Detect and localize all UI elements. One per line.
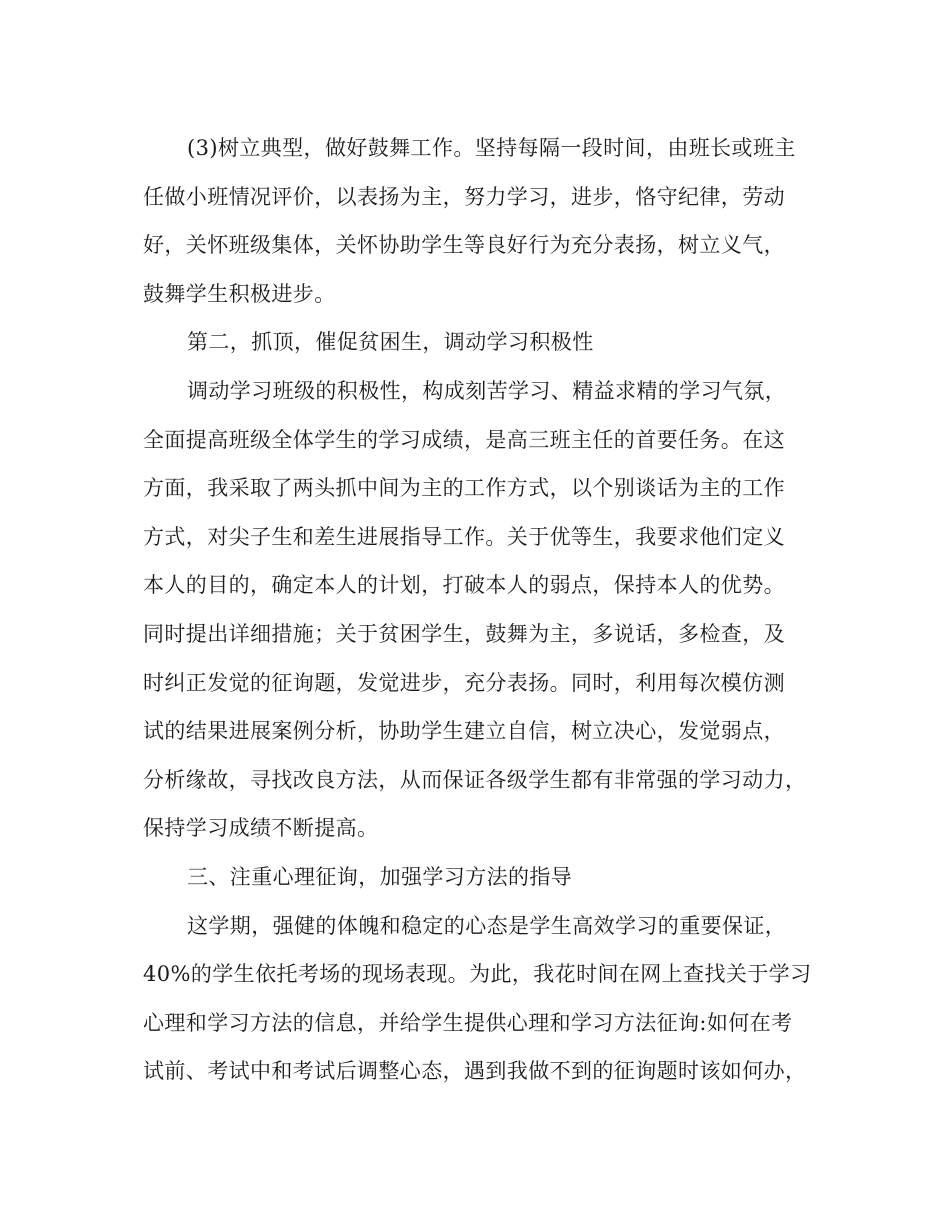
text-line: 心理和学习方法的信息，并给学生提供心理和学习方法征询:如何在考 [143, 1010, 793, 1035]
text-line: 保持学习成绩不断提高。 [143, 816, 379, 841]
text-line: 分析缘故，寻找改良方法，从而保证各级学生都有非常强的学习动力， [143, 767, 807, 792]
document-body [143, 124, 823, 1096]
text-line: 本人的目的，确定本人的计划，打破本人的弱点，保持本人的优势。 [143, 573, 785, 598]
text-line: 试的结果进展案例分析，协助学生建立自信，树立决心，发觉弱点， [143, 719, 785, 744]
text-line: 调动学习班级的积极性，构成刻苦学习、精益求精的学习气氛， [187, 378, 787, 403]
text-line: (3)树立典型，做好鼓舞工作。坚持每隔一段时间，由班长或班主 [187, 136, 796, 160]
text-line: 全面提高班级全体学生的学习成绩，是高三班主任的首要任务。在这 [143, 427, 785, 452]
text-line: 好，关怀班级集体，关怀协助学生等良好行为充分表扬，树立义气， [143, 233, 785, 258]
text-line: 方式，对尖子生和差生进展指导工作。关于优等生，我要求他们定义 [143, 524, 785, 549]
text-line: 同时提出详细措施；关于贫困学生，鼓舞为主，多说话，多检查，及 [143, 621, 785, 646]
section-heading: 三、注重心理征询，加强学习方法的指导 [187, 864, 573, 889]
text-line: 这学期，强健的体魄和稳定的心态是学生高效学习的重要保证， [187, 913, 787, 938]
text-line: 方面，我采取了两头抓中间为主的工作方式，以个别谈话为主的工作 [143, 476, 785, 501]
text-line: 试前、考试中和考试后调整心态，遇到我做不到的征询题时该如何办， [143, 1059, 807, 1084]
text-line: 40%的学生依托考场的现场表现。为此，我花时间在网上查找关于学习 [143, 962, 812, 987]
text-line: 任做小班情况评价，以表扬为主，努力学习，进步，恪守纪律，劳动 [143, 184, 785, 209]
section-heading: 第二，抓顶，催促贫困生，调动学习积极性 [187, 330, 594, 355]
text-line: 时纠正发觉的征询题，发觉进步，充分表扬。同时，利用每次模仿测 [143, 670, 785, 695]
text-line: 鼓舞学生积极进步。 [143, 281, 336, 306]
